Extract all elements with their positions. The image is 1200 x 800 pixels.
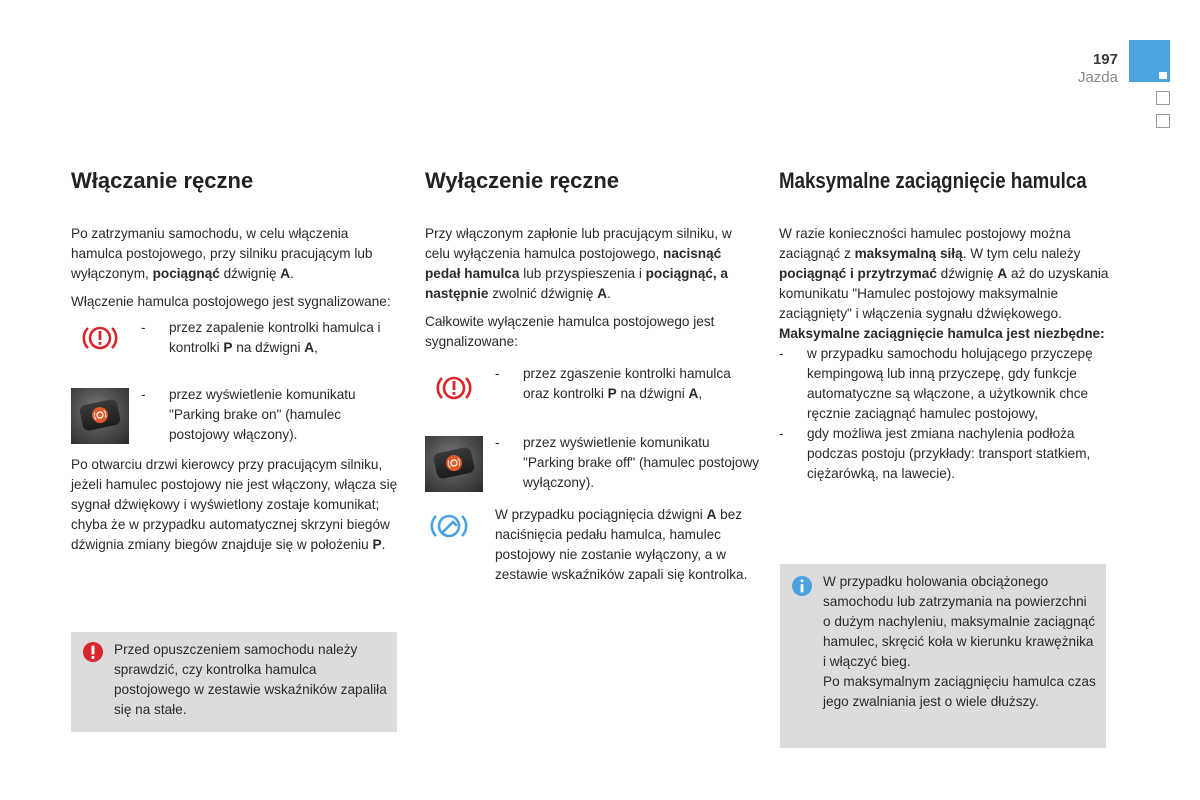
paragraph-door-open: Po otwarciu drzwi kierowcy przy pracującym silniku, jeżeli hamulec postojowy nie jest włączony, włącza się sygnał dźwiękowy i wyświetlony zostaje komunikat; chyba że w przypadku automatycznej skrzyni biegów dźwignia zmiany biegów znajduje się w położeniu P. <box>71 457 398 552</box>
warning-note-text: Przed opuszczeniem samochodu należy sprawdzić, czy kontrolka hamulca postojowego w zestawie wskaźników zapaliła się na stałe. <box>114 642 387 717</box>
paragraph-max-instruction: W razie konieczności hamulec postojowy można zaciągnąć z maksymalną siłą. W tym celu należy pociągnąć i przytrzymać dźwignię A aż do uzyskania komunikatu "Hamulec postojowy maksymalnie zaciągnięty" i włączenia sygnału dźwiękowego. <box>779 226 1109 321</box>
parking-brake-warning-icon <box>425 368 483 408</box>
list-max-cases <box>779 424 1114 484</box>
list-dash: - <box>495 366 500 381</box>
paragraph-apply-signal: Włączenie hamulca postojowego jest sygnalizowane: <box>71 294 391 309</box>
brake-service-icon <box>429 511 469 547</box>
heading-manual-release: Wyłączenie ręczne <box>425 168 620 193</box>
list-dash: - <box>779 426 784 441</box>
parking-brake-warning-icon <box>71 318 129 358</box>
list-item-text: przez wyświetlenie komunikatu "Parking brake off" (hamulec postojowy wyłączony). <box>523 435 760 490</box>
list-item-text: przez zapalenie kontrolki hamulca i kontrolki P na dźwigni A, <box>169 320 381 355</box>
list-item-warning-off <box>425 364 760 424</box>
heading-max-apply: Maksymalne zaciągnięcie hamulca <box>779 168 1087 193</box>
info-note-content <box>823 572 1096 712</box>
heading-manual-apply: Włączanie ręczne <box>71 168 254 193</box>
list-item-warning-light <box>71 318 401 378</box>
list-item-text: W przypadku pociągnięcia dźwigni A bez naciśnięcia pedału hamulca, hamulec postojowy nie zostanie wyłączony, a w zestawie wskaźników zapali się kontrolka. <box>495 507 748 582</box>
list-dash: - <box>141 387 146 402</box>
section-tab-3 <box>1156 114 1170 128</box>
parking-brake-switch-photo <box>71 388 129 444</box>
column-max-apply <box>779 167 1114 484</box>
page-number: 197 <box>1092 51 1118 68</box>
exclamation-icon <box>83 642 103 668</box>
warning-note-box <box>71 632 397 732</box>
column-manual-release <box>425 167 760 585</box>
tab-marker <box>1159 72 1167 79</box>
paragraph-release-instruction: Przy włączonym zapłonie lub pracującym silniku, w celu wyłączenia hamulca postojowego, nacisnąć pedał hamulca lub przyspieszenia i pociągnąć, a następnie zwolnić dźwignię A. <box>425 226 732 301</box>
list-item-message-off <box>425 433 760 495</box>
list-item-slope: gdy możliwa jest zmiana nachylenia podłoża podczas postoju (przykłady: transport statkiem, ciężarówką, na lawecie). <box>807 426 1091 481</box>
section-name: Jazda <box>1077 69 1118 86</box>
parking-brake-switch-photo <box>425 436 483 492</box>
section-tab-active <box>1129 40 1170 82</box>
list-item-service-light <box>425 505 760 585</box>
list-dash: - <box>141 320 146 335</box>
info-note-text: W przypadku holowania obciążonego samochodu lub zatrzymania na powierzchni o dużym nachyleniu, maksymalnie zaciągnąć hamulec, skręcić koła w kierunku krawężnika i włączyć bieg. <box>823 574 1096 669</box>
list-item-text: przez zgaszenie kontrolki hamulca oraz kontrolki P na dźwigni A, <box>523 366 731 401</box>
section-tab-2 <box>1156 91 1170 105</box>
info-icon <box>792 576 812 602</box>
paragraph-release-signal: Całkowite wyłączenie hamulca postojowego jest sygnalizowane: <box>425 314 715 349</box>
list-item-text: przez wyświetlenie komunikatu "Parking brake on" (hamulec postojowy włączony). <box>169 387 356 442</box>
info-note-box <box>780 564 1106 748</box>
column-manual-apply <box>71 167 401 555</box>
list-dash: - <box>779 346 784 361</box>
list-item-trailer: w przypadku samochodu holującego przyczepę kempingową lub inną przyczepę, gdy funkcje automatyczne są włączone, a użytkownik chce ręcznie zaciągnąć hamulec postojowy, <box>807 346 1093 421</box>
paragraph-max-required: Maksymalne zaciągnięcie hamulca jest niezbędne: <box>779 326 1105 341</box>
list-dash: - <box>495 435 500 450</box>
list-item-message <box>71 385 401 447</box>
list-max-cases <box>779 344 1114 424</box>
info-note-text-2: Po maksymalnym zaciągnięciu hamulca czas jego zwalniania jest o wiele dłuższy. <box>823 674 1096 709</box>
paragraph-apply-instruction: Po zatrzymaniu samochodu, w celu włączenia hamulca postojowego, przy silniku pracującym lub wyłączonym, pociągnąć dźwignię A. <box>71 226 373 281</box>
